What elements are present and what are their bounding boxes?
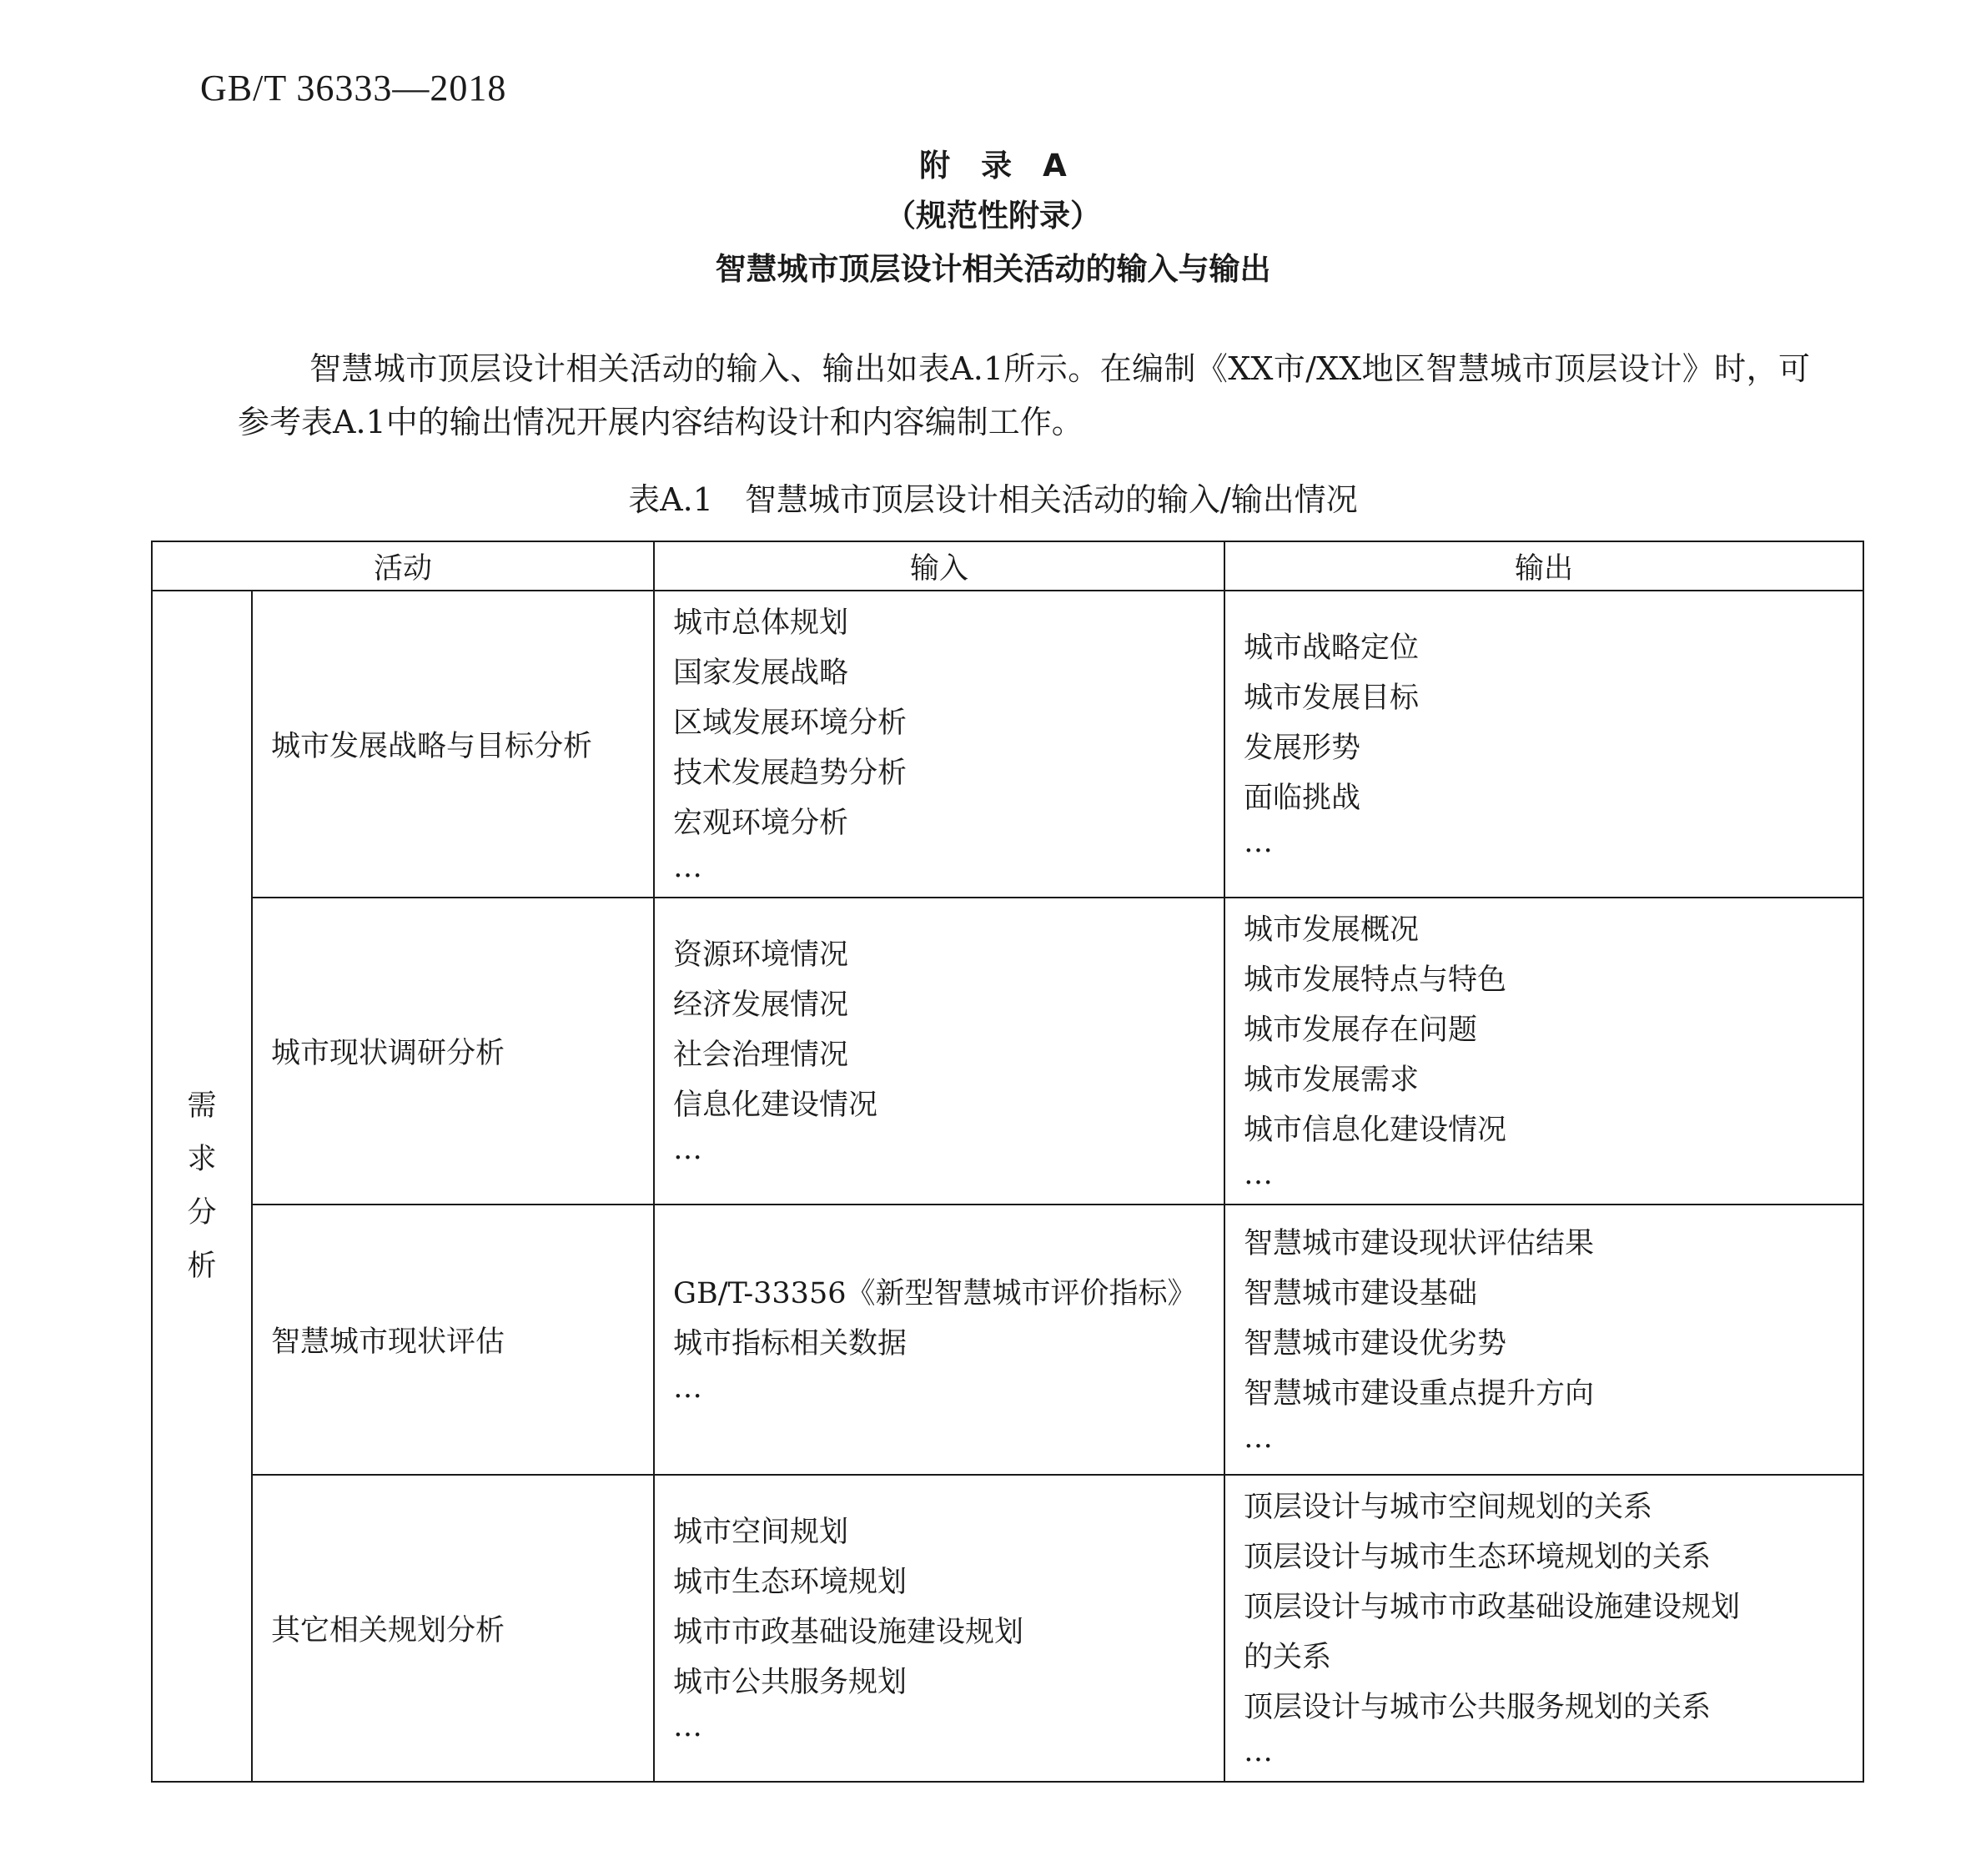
list-item: 资源环境情况 <box>673 938 849 972</box>
list-item: 顶层设计与城市公共服务规划的关系 <box>1244 1691 1712 1724</box>
output-cell <box>1224 591 1863 898</box>
activity-cell: 智慧城市现状评估 <box>252 1205 654 1475</box>
list-item: 技术发展趋势分析 <box>673 757 908 790</box>
activity-io-table <box>151 541 1864 1783</box>
list-item: 城市信息化建设情况 <box>1244 1114 1507 1147</box>
appendix-title: 智慧城市顶层设计相关活动的输入与输出 <box>715 251 1271 287</box>
list-item: … <box>673 1133 704 1166</box>
list-item: 城市生态环境规划 <box>673 1566 908 1599</box>
appendix-label: 附 录 A <box>919 148 1067 184</box>
list-item: … <box>673 851 704 884</box>
list-item: 区域发展环境分析 <box>673 707 908 740</box>
group-char: 析 <box>187 1250 217 1283</box>
list-item: … <box>1244 1158 1275 1191</box>
list-item: 城市发展存在问题 <box>1244 1013 1478 1047</box>
list-item: 城市公共服务规划 <box>673 1666 908 1699</box>
list-item: 顶层设计与城市空间规划的关系 <box>1244 1491 1653 1524</box>
list-item: 城市发展概况 <box>1244 913 1420 947</box>
output-cell <box>1224 1205 1863 1475</box>
list-item: 城市发展特点与特色 <box>1244 963 1507 997</box>
table-row <box>152 898 1863 1205</box>
list-item: 城市发展目标 <box>1244 681 1420 715</box>
standard-number: GB/T 36333—2018 <box>200 68 507 108</box>
input-cell <box>654 898 1224 1205</box>
list-item: 经济发展情况 <box>673 988 849 1022</box>
list-item: … <box>1244 1735 1275 1768</box>
activity-cell: 城市现状调研分析 <box>252 898 654 1205</box>
list-item: … <box>673 1371 704 1405</box>
group-char: 分 <box>187 1196 217 1230</box>
list-item: 社会治理情况 <box>673 1039 849 1072</box>
list-item: 城市总体规划 <box>673 606 849 640</box>
list-item: … <box>673 1710 704 1743</box>
header-input: 输入 <box>654 541 1224 591</box>
list-item: 顶层设计与城市市政基础设施建设规划 <box>1244 1591 1741 1624</box>
list-item: 国家发展战略 <box>673 656 849 690</box>
output-cell <box>1224 1475 1863 1782</box>
group-char: 求 <box>187 1143 217 1176</box>
table-row <box>152 1475 1863 1782</box>
list-item: 的关系 <box>1244 1641 1332 1674</box>
table-row <box>152 1205 1863 1475</box>
list-item: 面临挑战 <box>1244 782 1361 815</box>
list-item: 智慧城市建设基础 <box>1244 1277 1478 1310</box>
table-header-row <box>152 541 1863 591</box>
intro-paragraph: 智慧城市顶层设计相关活动的输入、输出如表A.1所示。在编制《XX市/XX地区智慧城市顶层设计》时，可参考表A.1中的输出情况开展内容结构设计和内容编制工作。 <box>238 350 1810 440</box>
list-item: 城市指标相关数据 <box>673 1327 908 1360</box>
list-item: GB/T-33356《新型智慧城市评价指标》 <box>673 1277 1197 1310</box>
table-body <box>152 591 1863 1782</box>
input-cell <box>654 1205 1224 1475</box>
input-cell <box>654 1475 1224 1782</box>
output-cell <box>1224 898 1863 1205</box>
header-output: 输出 <box>1224 541 1863 591</box>
list-item: 城市发展需求 <box>1244 1064 1420 1097</box>
table-caption: 表A.1 智慧城市顶层设计相关活动的输入/输出情况 <box>628 481 1358 518</box>
list-item: 宏观环境分析 <box>673 807 849 840</box>
list-item: 智慧城市建设现状评估结果 <box>1244 1227 1595 1260</box>
group-cell-requirement-analysis <box>152 591 252 1782</box>
list-item: 城市空间规划 <box>673 1516 849 1549</box>
appendix-type: （规范性附录） <box>885 198 1101 234</box>
list-item: 发展形势 <box>1244 732 1361 765</box>
input-cell <box>654 591 1224 898</box>
activity-cell: 其它相关规划分析 <box>252 1475 654 1782</box>
list-item: … <box>1244 826 1275 859</box>
list-item: 信息化建设情况 <box>673 1089 878 1122</box>
table-row <box>152 591 1863 898</box>
list-item: … <box>1244 1421 1275 1455</box>
activity-cell: 城市发展战略与目标分析 <box>252 591 654 898</box>
header-activity: 活动 <box>152 541 654 591</box>
list-item: 智慧城市建设优劣势 <box>1244 1327 1507 1360</box>
list-item: 顶层设计与城市生态环境规划的关系 <box>1244 1541 1712 1574</box>
list-item: 城市战略定位 <box>1244 631 1420 665</box>
list-item: 城市市政基础设施建设规划 <box>673 1616 1024 1649</box>
list-item: 智慧城市建设重点提升方向 <box>1244 1377 1595 1411</box>
group-char: 需 <box>187 1089 217 1123</box>
